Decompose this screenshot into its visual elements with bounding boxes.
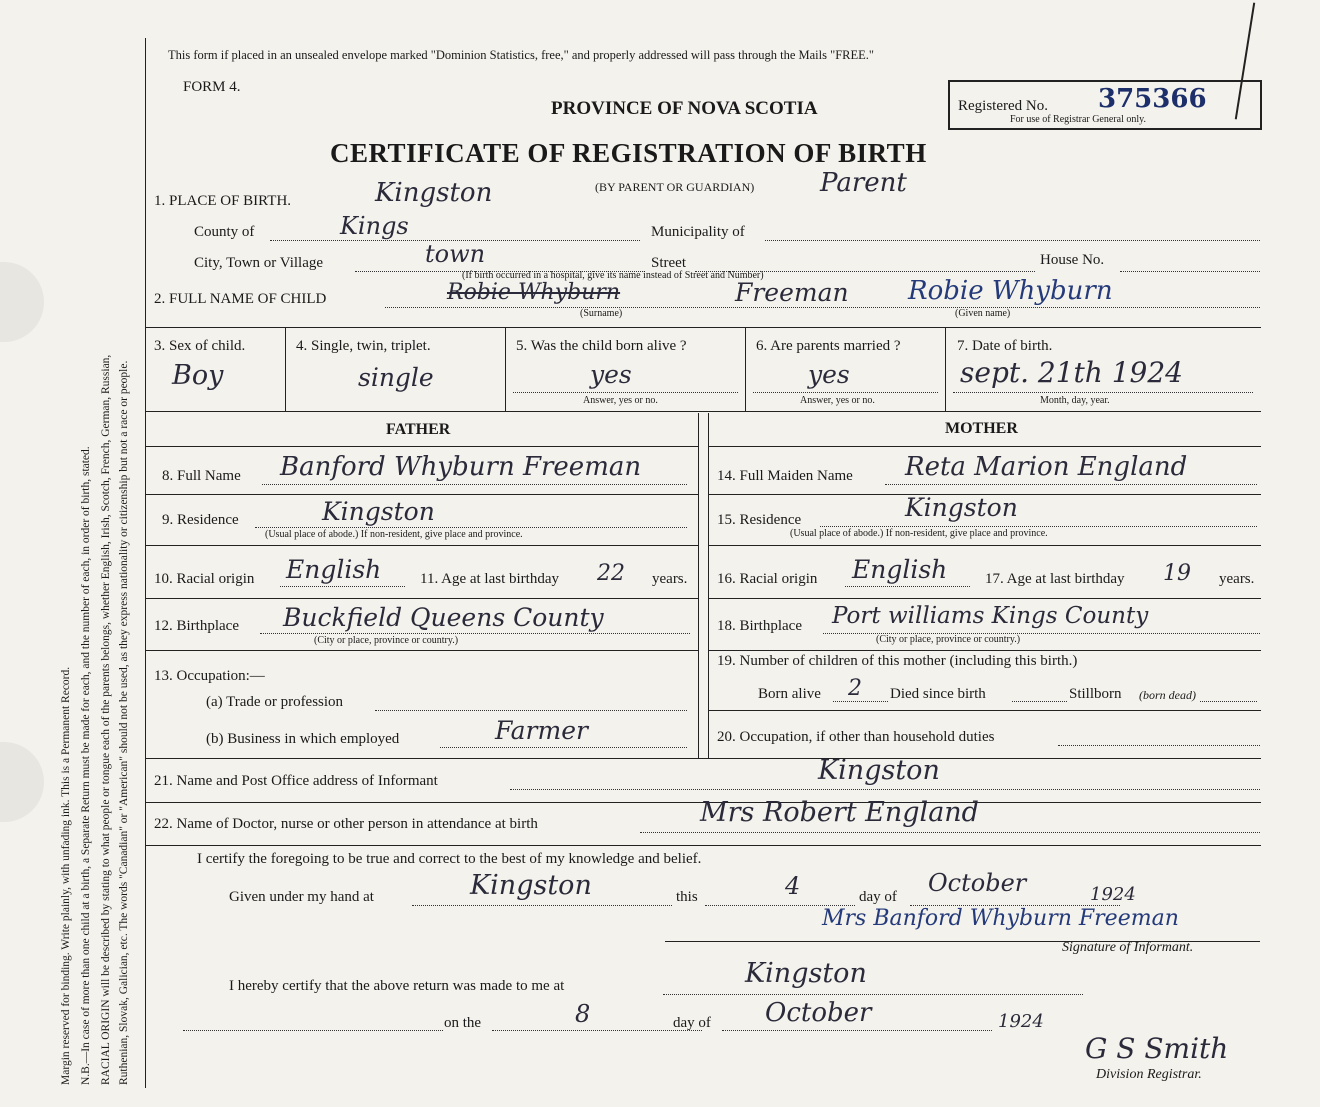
mother-bp: Port williams Kings County (832, 603, 1149, 629)
born-alive-value: 2 (848, 676, 862, 701)
municipality-label: Municipality of (651, 224, 745, 240)
twin-label: 4. Single, twin, triplet. (296, 338, 431, 354)
father-years: years. (652, 571, 688, 587)
father-bp: Buckfield Queens County (283, 603, 604, 632)
mother-race-label: 16. Racial origin (717, 571, 818, 587)
child-surname: Freeman (735, 278, 849, 307)
mother-name-label: 14. Full Maiden Name (717, 468, 853, 484)
alive-value: yes (590, 360, 632, 389)
house-label: House No. (1040, 252, 1105, 268)
city-value: town (425, 240, 486, 268)
registered-number: 375366 (1098, 84, 1207, 114)
county-value: Kings (340, 212, 409, 240)
mother-race: English (852, 555, 948, 584)
mother-name: Reta Marion England (905, 452, 1188, 482)
father-age-label: 11. Age at last birthday (420, 571, 559, 587)
father-occ-label: 13. Occupation:— (154, 668, 265, 684)
date-label: 7. Date of birth. (957, 338, 1053, 354)
margin-note-4: Ruthenian, Slovak, Galician, etc. The words "Canadian" or "American" should not be used, as they express nationality or citizenship but not a race or people. (118, 360, 130, 1085)
doctor-value: Mrs Robert England (700, 797, 979, 828)
mother-occ-label: 20. Occupation, if other than household duties (717, 729, 995, 745)
date-value: sept. 21th 1924 (960, 356, 1183, 389)
registrar-on-label: on the (444, 1015, 482, 1031)
county-label: County of (194, 224, 255, 240)
father-bp-note: (City or place, province or country.) (314, 635, 459, 646)
given-note: (Given name) (955, 308, 1011, 319)
father-trade-label: (a) Trade or profession (206, 694, 344, 710)
margin-note-1: Margin reserved for binding. Write plainly, with unfading ink. This is a Permanent Record. (60, 666, 72, 1085)
mother-res: Kingston (905, 493, 1018, 522)
mother-years: years. (1219, 571, 1255, 587)
place-label: 1. PLACE OF BIRTH. (154, 193, 292, 209)
father-bus: Farmer (495, 716, 588, 745)
child-struck: Robie Whyburn (447, 280, 621, 305)
father-heading: FATHER (386, 421, 451, 438)
registered-label: Registered No. (958, 98, 1048, 114)
sex-label: 3. Sex of child. (154, 338, 246, 354)
punch-hole-top (0, 262, 44, 342)
given-place: Kingston (470, 870, 592, 901)
mother-res-note: (Usual place of abode.) If non-resident, give place and province. (790, 528, 1048, 539)
by-value: Parent (820, 168, 907, 198)
father-name: Banford Whyburn Freeman (280, 452, 642, 482)
sex-value: Boy (172, 360, 224, 391)
married-value: yes (808, 360, 850, 389)
informant-signature: Mrs Banford Whyburn Freeman (822, 906, 1179, 931)
stillborn-label: Stillborn (1069, 686, 1122, 702)
given-day-label: day of (859, 889, 897, 905)
stillborn-note: (born dead) (1139, 688, 1196, 702)
given-label: Given under my hand at (229, 889, 374, 905)
child-label: 2. FULL NAME OF CHILD (154, 291, 327, 307)
informant-value: Kingston (818, 755, 940, 786)
given-day: 4 (785, 872, 801, 900)
surname-note: (Surname) (580, 308, 623, 319)
informant-sig-label: Signature of Informant. (1062, 940, 1194, 955)
certify-statement: I certify the foregoing to be true and correct to the best of my knowledge and belief. (197, 851, 702, 867)
form-number: FORM 4. (183, 79, 241, 95)
mother-age: 19 (1163, 561, 1191, 586)
registrar-day-label: day of (673, 1015, 711, 1031)
child-given: Robie Whyburn (908, 276, 1113, 306)
certificate-title: CERTIFICATE OF REGISTRATION OF BIRTH (330, 138, 927, 168)
father-res: Kingston (322, 497, 435, 526)
province: PROVINCE OF NOVA SCOTIA (551, 98, 818, 119)
mother-bp-note: (City or place, province or country.) (876, 634, 1021, 645)
father-res-note: (Usual place of abode.) If non-resident, give place and province. (265, 529, 523, 540)
father-race: English (286, 555, 382, 584)
mother-bp-label: 18. Birthplace (717, 618, 802, 634)
registrar-sig-label: Division Registrar. (1096, 1067, 1202, 1082)
born-alive-label: Born alive (758, 686, 821, 702)
mother-heading: MOTHER (945, 420, 1018, 437)
registrar-month: October (765, 998, 872, 1028)
given-year: 1924 (1090, 884, 1136, 905)
father-race-label: 10. Racial origin (154, 571, 255, 587)
place-value: Kingston (375, 178, 493, 208)
doctor-label: 22. Name of Doctor, nurse or other person in attendance at birth (154, 816, 538, 832)
given-month: October (928, 869, 1027, 897)
twin-value: single (358, 363, 434, 392)
this-label: this (676, 889, 698, 905)
married-label: 6. Are parents married ? (756, 338, 901, 354)
mail-notice: This form if placed in an unsealed envelope marked "Dominion Statistics, free," and properly addressed will pass through the Mails "FREE." (168, 48, 875, 62)
father-age: 22 (597, 561, 625, 586)
informant-label: 21. Name and Post Office address of Informant (154, 773, 438, 789)
registrar-year: 1924 (998, 1011, 1044, 1032)
street-label: Street (651, 255, 686, 271)
alive-label: 5. Was the child born alive ? (516, 338, 687, 354)
married-note: Answer, yes or no. (800, 395, 875, 406)
alive-note: Answer, yes or no. (583, 395, 658, 406)
father-bp-label: 12. Birthplace (154, 618, 239, 634)
mother-children-label: 19. Number of children of this mother (including this birth.) (717, 653, 1078, 669)
registrar-place: Kingston (745, 958, 867, 989)
mother-res-label: 15. Residence (717, 512, 802, 528)
date-note: Month, day, year. (1040, 395, 1110, 406)
died-label: Died since birth (890, 686, 986, 702)
registered-note: For use of Registrar General only. (1010, 114, 1146, 125)
margin-note-3: RACIAL ORIGIN will be described by stating to what people or tongue each of the parents belongs, whether English, Irish, Scotch, French, German, Russian, (100, 354, 112, 1085)
father-name-label: 8. Full Name (162, 468, 241, 484)
registrar-signature: G S Smith (1085, 1032, 1229, 1065)
margin-line (145, 38, 146, 1088)
city-label: City, Town or Village (194, 255, 324, 271)
punch-hole-bottom (0, 742, 44, 822)
father-bus-label: (b) Business in which employed (206, 731, 400, 747)
margin-note-2: N.B.—In case of more than one child at a birth, a Separate Return must be made for each, and the number of each, in order of birth, stated. (80, 446, 92, 1085)
mother-age-label: 17. Age at last birthday (985, 571, 1125, 587)
registrar-day: 8 (575, 1000, 591, 1028)
registrar-statement: I hereby certify that the above return was made to me at (229, 978, 565, 994)
hospital-note: (If birth occurred in a hospital, give its name instead of Street and Number) (462, 270, 764, 281)
by-label: (BY PARENT OR GUARDIAN) (595, 180, 755, 194)
father-res-label: 9. Residence (162, 512, 239, 528)
